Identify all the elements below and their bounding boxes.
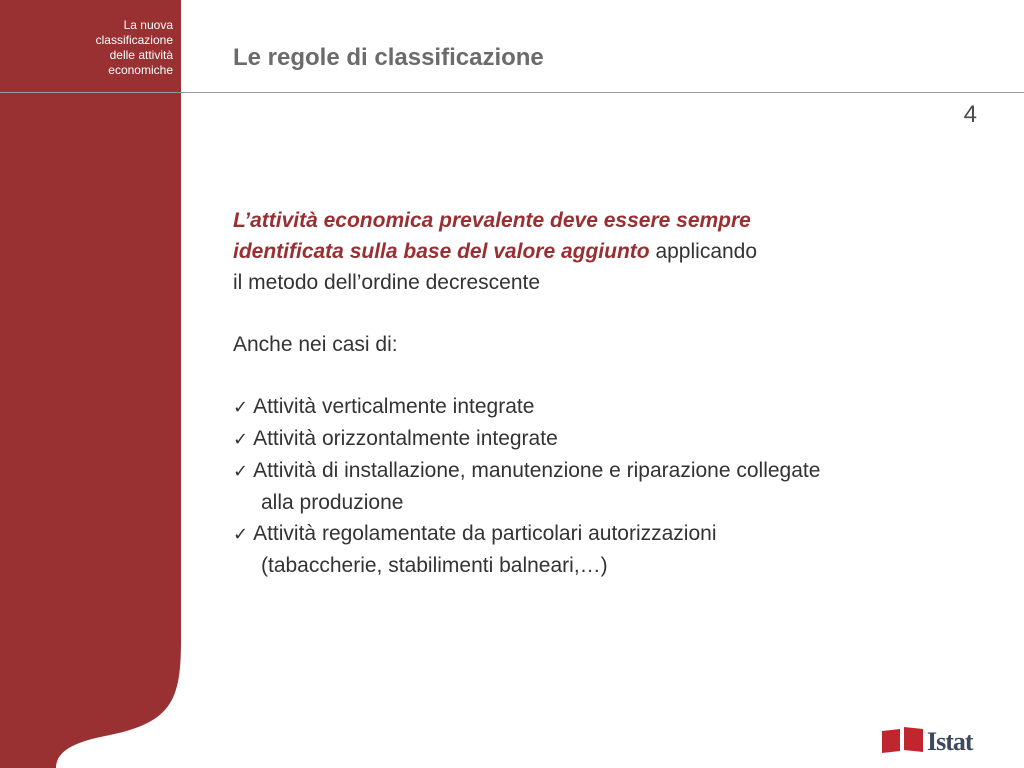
lead-paragraph bbox=[233, 205, 983, 298]
caption-line: La nuova bbox=[123, 18, 173, 32]
checkmark-icon: ✓ bbox=[233, 524, 249, 544]
lead-emphasis: identificata sulla base del valore aggiunto bbox=[233, 240, 650, 263]
sidebar-decoration bbox=[0, 0, 200, 768]
checkmark-icon: ✓ bbox=[233, 429, 249, 449]
istat-logo-text: Istat bbox=[927, 727, 973, 756]
lead-text: applicando bbox=[649, 240, 758, 263]
caption-line: economiche bbox=[108, 63, 173, 77]
list-item-text: Attività orizzontalmente integrate bbox=[253, 427, 558, 450]
lead-emphasis: L’attività economica prevalente deve essere sempre bbox=[233, 209, 751, 232]
header-divider bbox=[0, 92, 1024, 93]
list-item-text: (tabaccherie, stabilimenti balneari,…) bbox=[261, 554, 608, 577]
checkmark-icon: ✓ bbox=[233, 461, 249, 481]
slide-body bbox=[233, 205, 983, 581]
list-item-text: alla produzione bbox=[261, 491, 404, 514]
list-item bbox=[233, 423, 983, 455]
istat-logo-mark-icon bbox=[881, 726, 925, 754]
lead-text: il metodo dell’ordine decrescente bbox=[233, 271, 541, 294]
page-title: Le regole di classificazione bbox=[233, 44, 544, 71]
caption-line: classificazione bbox=[95, 33, 173, 47]
list-item-text: Attività di installazione, manutenzione e riparazione collegate bbox=[253, 459, 821, 482]
list-item-text: Attività regolamentate da particolari autorizzazioni bbox=[253, 522, 717, 545]
list-item bbox=[233, 391, 983, 423]
page-number: 4 bbox=[963, 101, 977, 128]
istat-logo bbox=[881, 726, 979, 756]
list-item bbox=[233, 518, 983, 581]
list-item-text: Attività verticalmente integrate bbox=[253, 395, 535, 418]
intro-text: Anche nei casi di: bbox=[233, 333, 398, 356]
section-caption bbox=[40, 18, 173, 78]
checkmark-icon: ✓ bbox=[233, 397, 249, 417]
list-item bbox=[233, 455, 983, 518]
caption-line: delle attività bbox=[109, 48, 173, 62]
